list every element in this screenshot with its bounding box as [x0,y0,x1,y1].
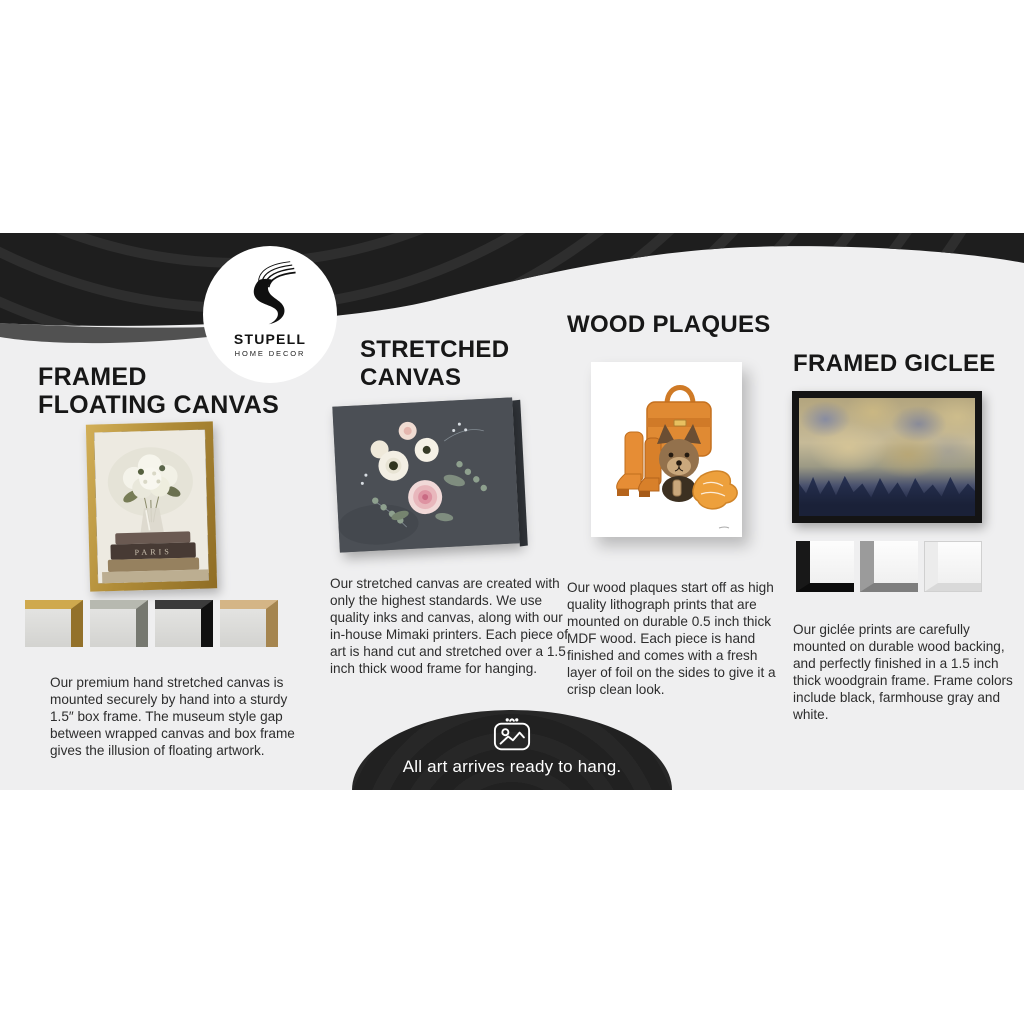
stupell-s-swoosh-icon [241,259,299,329]
floral-canvas-artwork [332,397,519,552]
brand-name: STUPELL [233,331,307,347]
wood-plaques-description: Our wood plaques start off as high quality lithograph prints that are mounted on durable 0.5 inch thick MDF wood. Each piece is hand finished and comes with a fresh layer of foil on the sides to give it a crisp clean look. [567,579,776,697]
heading-line: STRETCHED [360,336,510,363]
picture-icon [489,717,535,755]
frame-swatch-farmhouse-gray [860,541,918,592]
brand-logo [203,246,337,383]
abstract-artwork [799,398,975,516]
framed-giclee-description: Our giclée prints are carefully mounted on durable wood backing, and perfectly finished in a 1.5 inch thick woodgrain frame. Frame colors include black, farmhouse gray and white. [793,621,1013,722]
brand-tagline: HOME DECOR [234,349,306,358]
wood-plaque-product-image [591,362,742,537]
framed-giclee-product-image [792,391,982,523]
frame-swatch-gold [25,600,83,647]
abstract-navy-treeline [799,462,975,516]
dog-fashion-artwork [591,362,742,537]
frame-swatch-black [796,541,854,592]
floating-canvas-product-image [86,421,217,591]
frame-swatch-brass [220,600,278,647]
ready-to-hang-message: All art arrives ready to hang. [402,757,622,776]
book-title-paris: PARIS [134,547,173,558]
floating-canvas-description: Our premium hand stretched canvas is mounted securely by hand into a sturdy 1.5″ box frame. The museum style gap between wrapped canvas and box frame gives the illusion of floating artwork. [50,674,295,758]
heading-line: CANVAS [360,364,462,391]
top-wave-band [0,233,1024,353]
floral-books-artwork [94,430,209,584]
giclee-frame-color-swatches [796,541,982,592]
heading-line: FLOATING CANVAS [38,391,280,419]
heading-stretched-canvas [360,336,509,392]
stretched-canvas-description: Our stretched canvas are created with only the highest standards. We use quality inks and canvas, along with our in-house Mimaki printers. Each piece of art is hand cut and stretched over a 1.5 inch thick wood frame for hanging. [330,575,568,676]
frame-swatch-white [924,541,982,592]
heading-line: FRAMED [38,363,147,391]
frame-swatch-black [155,600,213,647]
floating-frame-color-swatches [25,600,278,647]
stretched-canvas-product-image [332,397,519,552]
frame-swatch-silver [90,600,148,647]
heading-framed-giclee: FRAMED GICLEE [793,350,996,377]
heading-wood-plaques: WOOD PLAQUES [567,311,771,338]
